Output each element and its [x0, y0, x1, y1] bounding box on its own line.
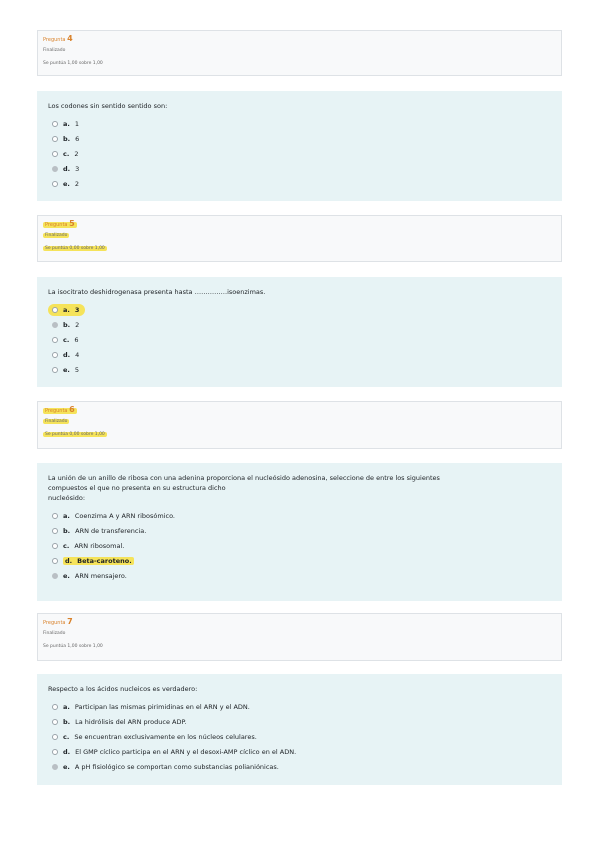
question-state: Finalizado [45, 419, 68, 424]
radio-icon[interactable] [52, 543, 58, 549]
answer-option[interactable]: b. 2 [48, 318, 551, 333]
answer-option[interactable]: e. 5 [48, 362, 551, 377]
answer-list [48, 700, 551, 774]
answer-option[interactable]: e. A pH fisiológico se comportan como substancias polianiónicas. [48, 759, 551, 774]
answer-option[interactable]: e. 2 [48, 176, 551, 191]
question-number: 6 [69, 405, 75, 414]
question-number: 7 [67, 617, 73, 626]
question-label: Pregunta [45, 408, 68, 414]
answer-option[interactable]: c. 2 [48, 147, 551, 162]
radio-icon[interactable] [52, 749, 58, 755]
answer-option[interactable]: d. 3 [48, 161, 551, 176]
question-info-7 [37, 613, 562, 661]
answer-option[interactable]: c. ARN ribosomal. [48, 539, 551, 554]
answer-option[interactable]: d. 4 [48, 347, 551, 362]
answer-list [48, 509, 551, 583]
radio-icon[interactable] [52, 121, 58, 127]
radio-checked-icon[interactable] [52, 166, 58, 172]
question-content-4 [37, 91, 562, 201]
answer-option[interactable]: a. 1 [48, 117, 551, 132]
question-label: Pregunta [45, 222, 68, 228]
radio-icon[interactable] [52, 513, 58, 519]
question-grade: Se puntúa 1,00 sobre 1,00 [43, 61, 103, 66]
answer-list [48, 117, 551, 191]
radio-icon[interactable] [52, 151, 58, 157]
radio-checked-icon[interactable] [52, 573, 58, 579]
answer-option[interactable]: a. Coenzima A y ARN ribosómico. [48, 509, 551, 524]
question-number: 4 [67, 34, 73, 43]
answer-option[interactable]: c. Se encuentran exclusivamente en los núcleos celulares. [48, 730, 551, 745]
question-grade: Se puntúa 0,00 sobre 1,00 [45, 432, 105, 437]
radio-checked-icon[interactable] [52, 322, 58, 328]
answer-option[interactable]: a. 3 [48, 303, 551, 318]
answer-option[interactable]: d. Beta-caroteno. [48, 553, 551, 568]
answer-option[interactable]: b. La hidrólisis del ARN produce ADP. [48, 715, 551, 730]
question-info-5 [37, 215, 562, 262]
radio-icon[interactable] [52, 528, 58, 534]
radio-checked-icon[interactable] [52, 764, 58, 770]
answer-option[interactable]: b. 6 [48, 132, 551, 147]
answer-option[interactable]: b. ARN de transferencia. [48, 524, 551, 539]
radio-icon[interactable] [52, 558, 58, 564]
question-grade: Se puntúa 1,00 sobre 1,00 [43, 644, 103, 649]
question-state: Finalizado [43, 48, 66, 53]
radio-icon[interactable] [52, 734, 58, 740]
question-content-7 [37, 674, 562, 785]
answer-option[interactable]: d. El GMP cíclico participa en el ARN y el desoxi-AMP cíclico en el ADN. [48, 744, 551, 759]
question-text: Respecto a los ácidos nucleicos es verdadero: [48, 685, 198, 693]
question-state: Finalizado [43, 631, 66, 636]
radio-icon[interactable] [52, 704, 58, 710]
radio-icon[interactable] [52, 181, 58, 187]
question-grade: Se puntúa 0,00 sobre 1,00 [45, 246, 105, 251]
question-label: Pregunta [43, 37, 66, 43]
question-content-6 [37, 463, 562, 601]
question-label: Pregunta [43, 620, 66, 626]
radio-icon[interactable] [52, 367, 58, 373]
question-number: 5 [69, 219, 75, 228]
question-info-6 [37, 401, 562, 449]
radio-icon[interactable] [52, 719, 58, 725]
radio-icon[interactable] [52, 307, 58, 313]
radio-icon[interactable] [52, 337, 58, 343]
radio-icon[interactable] [52, 136, 58, 142]
question-text: La isocitrato deshidrogenasa presenta hasta ……………isoenzimas. [48, 288, 266, 296]
question-text: Los codones sin sentido sentido son: [48, 102, 168, 110]
question-state: Finalizado [45, 233, 68, 238]
answer-option[interactable]: e. ARN mensajero. [48, 568, 551, 583]
answer-option[interactable]: c. 6 [48, 333, 551, 348]
radio-icon[interactable] [52, 352, 58, 358]
answer-option[interactable]: a. Participan las mismas pirimidinas en el ARN y el ADN. [48, 700, 551, 715]
answer-list [48, 303, 551, 377]
question-text: La unión de un anillo de ribosa con una adenina proporciona el nucleósido adenosina, seleccione de entre los siguientes compuestos el que no presenta en su estructura dicho nucleósido: [48, 474, 440, 502]
question-info-4 [37, 30, 562, 76]
question-content-5 [37, 277, 562, 387]
